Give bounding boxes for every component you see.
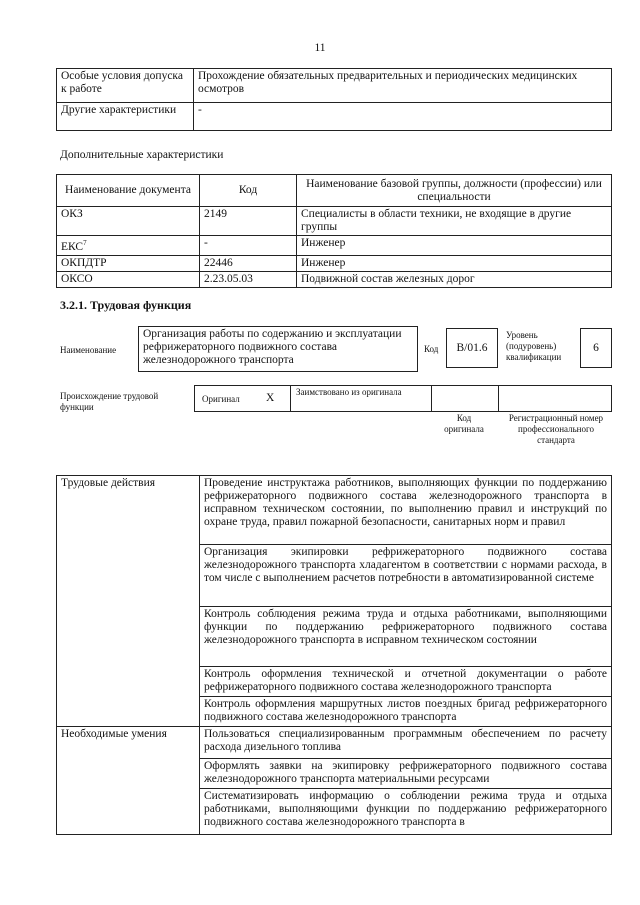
doc-cell: ЕКС$^7$ [57, 236, 200, 256]
code-cell: - [200, 236, 297, 256]
table-row [57, 103, 612, 131]
level-value: 6 [580, 328, 612, 368]
skills-label: Необходимые умения [57, 727, 200, 835]
action-item: Проведение инструктажа работников, выполняющих функции по поддержанию рефрижераторного подвижного состава железнодорожного транспорта в исправном техническом состоянии, по выполнению правил и инструкций по охране труда, правил пожарной безопасности, санитарных норм и правил [200, 476, 612, 545]
level-label: Уровень (подуровень) квалификации [506, 330, 562, 362]
doc-cell: ОКСО [57, 271, 200, 287]
origin-label: Происхождение трудовой функции [60, 391, 159, 412]
table-row [57, 255, 612, 271]
name-cell: Инженер [297, 255, 612, 271]
skill-item: Систематизировать информацию о соблюдении режима труда и отдыха работниками, выполняющими функции по поддержанию рефрижераторного подвижного состава железнодорожного транспорта в [200, 789, 612, 835]
function-heading: 3.2.1. Трудовая функция [60, 298, 192, 312]
skill-item: Оформлять заявки на экипировку рефрижераторного подвижного состава железнодорожного транспорта материальными ресурсами [200, 759, 612, 789]
table-row [57, 207, 612, 236]
name-label: Наименование [60, 345, 117, 355]
page-number: 11 [314, 42, 326, 54]
actions-table [56, 475, 612, 835]
table-row [57, 271, 612, 287]
table-header-row [57, 175, 612, 207]
table-row [57, 236, 612, 256]
action-item: Организация экипировки рефрижераторного подвижного состава железнодорожного транспорта хладагентом в соответствии с нормами расхода, в том числе с выполнением расчетов потребности в автоматизированной системе [200, 545, 612, 607]
code-cell: 2.23.05.03 [200, 271, 297, 287]
header-code: Код [200, 175, 297, 207]
name-cell: Инженер [297, 236, 612, 256]
action-item: Контроль соблюдения режима труда и отдыха работниками, выполняющими функции по поддержанию рефрижераторного подвижного состава железнодорожного транспорта в исправном техническом состоянии [200, 607, 612, 667]
table-row [57, 476, 612, 545]
reg-number-label: Регистрационный номер профессионального стандарта [508, 413, 604, 445]
action-item: Контроль оформления маршрутных листов поездных бригад рефрижераторного подвижного состава железнодорожного транспорта [200, 697, 612, 727]
doc-cell: ОКЗ [57, 207, 200, 236]
additional-heading: Дополнительные характеристики [60, 149, 224, 161]
borrowed-label: Заимствовано из оригинала [296, 387, 402, 397]
original-mark: X [266, 392, 275, 404]
original-label: Оригинал [202, 394, 240, 404]
labor-actions-label: Трудовые действия [57, 476, 200, 727]
name-cell: Специалисты в области техники, не входящие в другие группы [297, 207, 612, 236]
row-label: Другие характеристики [57, 103, 194, 131]
code-original-label: Код оригинала [444, 413, 484, 434]
conditions-table [56, 68, 612, 131]
additional-table [56, 174, 612, 288]
action-item: Контроль оформления технической и отчетной документации о работе рефрижераторного подвижного состава железнодорожного транспорта [200, 667, 612, 697]
header-name: Наименование базовой группы, должности (профессии) или специальности [297, 175, 612, 207]
code-cell: 2149 [200, 207, 297, 236]
row-label: Особые условия допуска к работе [57, 69, 194, 103]
doc-cell: ОКПДТР [57, 255, 200, 271]
row-value: Прохождение обязательных предварительных и периодических медицинских осмотров [194, 69, 612, 103]
row-value: - [194, 103, 612, 131]
code-label: Код [424, 344, 439, 354]
name-cell: Подвижной состав железных дорог [297, 271, 612, 287]
skill-item: Пользоваться специализированным программным обеспечением по расчету расхода дизельного топлива [200, 727, 612, 759]
code-cell: 22446 [200, 255, 297, 271]
header-doc: Наименование документа [57, 175, 200, 207]
table-row [57, 727, 612, 759]
function-name: Организация работы по содержанию и эксплуатации рефрижераторного подвижного состава железнодорожного транспорта [138, 326, 418, 372]
table-row [57, 69, 612, 103]
function-code: B/01.6 [446, 328, 498, 368]
